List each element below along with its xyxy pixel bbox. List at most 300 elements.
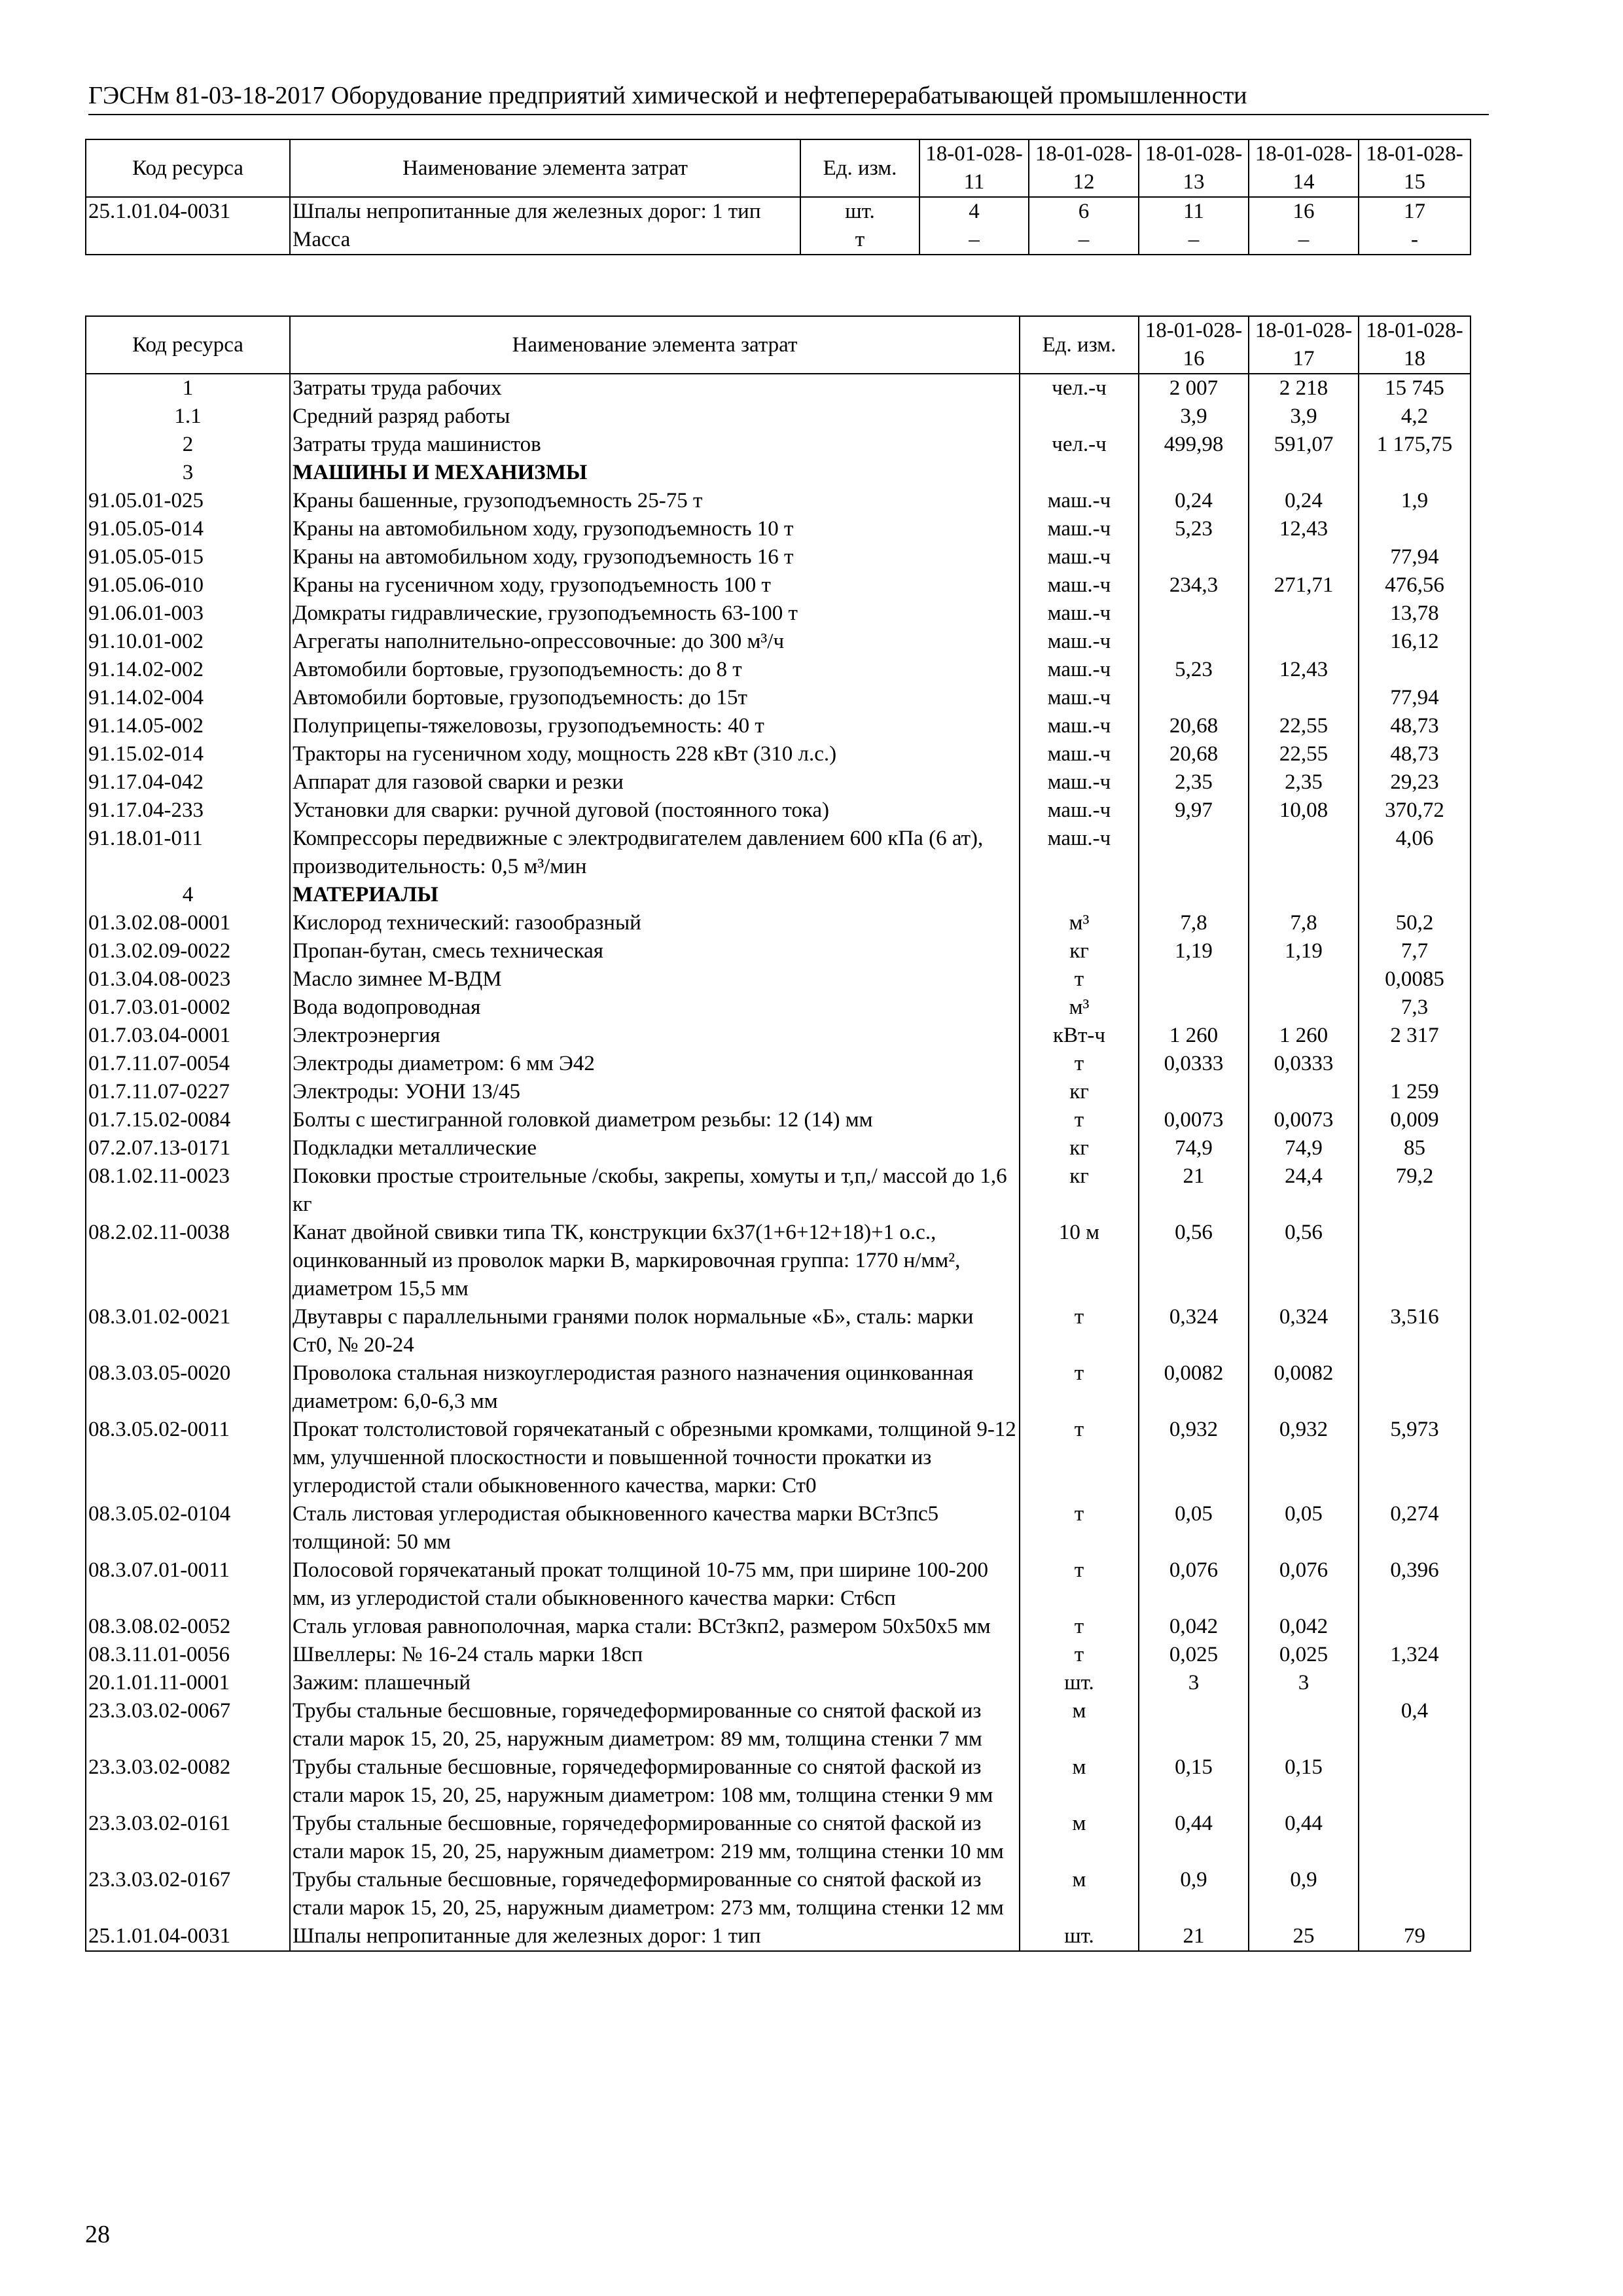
unit-cell: маш.-ч [1020,712,1139,740]
value-cell: 4,2 [1359,403,1471,431]
resource-name: Двутавры с параллельными гранями полок нормальные «Б», сталь: марки Ст0, № 20-24 [290,1303,1020,1359]
value-cell: 0,9 [1139,1866,1249,1922]
resource-code: 01.7.15.02-0084 [86,1106,290,1134]
unit-cell: маш.-ч [1020,768,1139,797]
resource-name: Подкладки металлические [290,1134,1020,1162]
resource-code: 08.3.05.02-0011 [86,1416,290,1500]
resource-code: 07.2.07.13-0171 [86,1134,290,1162]
resource-name: Домкраты гидравлические, грузоподъемность 63-100 т [290,600,1020,628]
resource-name: МАШИНЫ И МЕХАНИЗМЫ [290,459,1020,487]
resource-name: Шпалы непропитанные для железных дорог: 1 тип [290,1922,1020,1951]
unit-cell: маш.-ч [1020,515,1139,543]
col-header-code: Код ресурса [86,139,290,197]
value-cell: 0,56 [1139,1219,1249,1303]
resource-code: 91.18.01-011 [86,825,290,881]
resource-code: 1 [86,374,290,403]
resource-name: Электроды диаметром: 6 мм Э42 [290,1050,1020,1078]
resource-name: Зажим: плашечный [290,1669,1020,1697]
value-cell [1249,965,1359,994]
unit-cell: т [1020,1359,1139,1416]
value-cell: 5,23 [1139,515,1249,543]
value-cell: 1 259 [1359,1078,1471,1106]
resource-name: Электроэнергия [290,1022,1020,1050]
value-cell [1139,881,1249,909]
resource-code: 25.1.01.04-0031 [86,1922,290,1951]
resource-code: 1.1 [86,403,290,431]
unit-cell: т [1020,1050,1139,1078]
value-cell [1359,656,1471,684]
value-cell: 0,9 [1249,1866,1359,1922]
value-cell: 0,274 [1359,1500,1471,1556]
resource-name: Агрегаты наполнительно-опрессовочные: до 300 м³/ч [290,628,1020,656]
resource-name: МАТЕРИАЛЫ [290,881,1020,909]
unit-cell [1020,459,1139,487]
resource-code: 91.10.01-002 [86,628,290,656]
resource-name: Компрессоры передвижные с электродвигателем давлением 600 кПа (6 ат), производительность: 0,5 м³/мин [290,825,1020,881]
value-cell [1139,965,1249,994]
resource-code: 91.17.04-233 [86,797,290,825]
unit-cell: т [800,226,919,255]
table-row [86,1500,1471,1556]
table-row [86,1416,1471,1500]
value-cell: 74,9 [1249,1134,1359,1162]
resource-code: 23.3.03.02-0161 [86,1810,290,1866]
value-cell: 476,56 [1359,571,1471,600]
value-cell: 0,0082 [1139,1359,1249,1416]
table-row [86,459,1471,487]
value-cell: 16 [1249,197,1359,226]
unit-cell: т [1020,1106,1139,1134]
table-row [86,656,1471,684]
value-cell: 3 [1139,1669,1249,1697]
value-cell: 0,44 [1139,1810,1249,1866]
value-cell: 15 745 [1359,374,1471,403]
col-header-norm: 18-01-028-16 [1139,316,1249,374]
table-row [86,1078,1471,1106]
value-cell: 7,7 [1359,937,1471,965]
value-cell: 0,042 [1249,1613,1359,1641]
value-cell: 7,8 [1139,909,1249,937]
resource-code: 08.3.07.01-0011 [86,1556,290,1613]
table-row [86,1303,1471,1359]
table-row [86,740,1471,768]
resource-code: 91.15.02-014 [86,740,290,768]
resource-name: Трубы стальные бесшовные, горячедеформированные со снятой фаской из стали марок 15, 20, 25, наружным диаметром: 89 мм, толщина стенки 7 мм [290,1697,1020,1753]
unit-cell [1020,403,1139,431]
value-cell [1249,1078,1359,1106]
value-cell: 0,15 [1139,1753,1249,1810]
resource-code: 91.05.01-025 [86,487,290,515]
value-cell: 0,025 [1139,1641,1249,1669]
resource-table-1 [85,139,1471,255]
col-header-norm: 18-01-028-15 [1359,139,1471,197]
resource-code: 08.3.05.02-0104 [86,1500,290,1556]
value-cell: 0,24 [1139,487,1249,515]
value-cell: 2 218 [1249,374,1359,403]
resource-code: 25.1.01.04-0031 [86,197,290,226]
col-header-norm: 18-01-028-11 [919,139,1029,197]
table-row [86,1613,1471,1641]
unit-cell: т [1020,1641,1139,1669]
value-cell [1249,1697,1359,1753]
value-cell [1139,628,1249,656]
value-cell: 0,05 [1249,1500,1359,1556]
resource-name: Канат двойной свивки типа ТК, конструкции 6х37(1+6+12+18)+1 о.с., оцинкованный из проволок марки В, маркировочная группа: 1770 н/мм², диаметром 15,5 мм [290,1219,1020,1303]
resource-code: 08.2.02.11-0038 [86,1219,290,1303]
resource-name: Масса [290,226,800,255]
value-cell: 0,009 [1359,1106,1471,1134]
table-row [86,1106,1471,1134]
value-cell: 22,55 [1249,740,1359,768]
unit-cell: т [1020,1500,1139,1556]
resource-code: 91.05.05-015 [86,543,290,571]
value-cell [1359,515,1471,543]
table-row [86,768,1471,797]
table-row [86,1134,1471,1162]
value-cell: 22,55 [1249,712,1359,740]
resource-code: 91.14.02-004 [86,684,290,712]
unit-cell: кг [1020,1162,1139,1219]
value-cell [1249,459,1359,487]
page-number: 28 [85,2221,110,2248]
table-row [86,1866,1471,1922]
value-cell: - [1359,226,1471,255]
value-cell: 1 175,75 [1359,431,1471,459]
value-cell [1139,600,1249,628]
unit-cell: шт. [1020,1669,1139,1697]
value-cell: 0,025 [1249,1641,1359,1669]
resource-code: 23.3.03.02-0167 [86,1866,290,1922]
resource-name: Установки для сварки: ручной дуговой (постоянного тока) [290,797,1020,825]
table-row [86,797,1471,825]
unit-cell: маш.-ч [1020,825,1139,881]
table-row [86,197,1471,226]
resource-name: Сталь угловая равнополочная, марка стали: ВСт3кп2, размером 50х50х5 мм [290,1613,1020,1641]
col-header-norm: 18-01-028-17 [1249,316,1359,374]
table-row [86,374,1471,403]
table-row [86,1753,1471,1810]
col-header-norm: 18-01-028-14 [1249,139,1359,197]
unit-cell: маш.-ч [1020,600,1139,628]
value-cell: 50,2 [1359,909,1471,937]
resource-code: 08.3.08.02-0052 [86,1613,290,1641]
value-cell: 13,78 [1359,600,1471,628]
resource-name: Затраты труда машинистов [290,431,1020,459]
value-cell: 0,0333 [1249,1050,1359,1078]
col-header-unit: Ед. изм. [1020,316,1139,374]
resource-name: Поковки простые строительные /скобы, закрепы, хомуты и т,п,/ массой до 1,6 кг [290,1162,1020,1219]
unit-cell: т [1020,965,1139,994]
value-cell: 591,07 [1249,431,1359,459]
value-cell: – [1029,226,1139,255]
value-cell: 0,396 [1359,1556,1471,1613]
unit-cell: маш.-ч [1020,571,1139,600]
value-cell: 0,0082 [1249,1359,1359,1416]
resource-name: Масло зимнее М-ВДМ [290,965,1020,994]
value-cell: 17 [1359,197,1471,226]
unit-cell: маш.-ч [1020,740,1139,768]
value-cell: 21 [1139,1922,1249,1951]
value-cell: 2,35 [1249,768,1359,797]
col-header-name: Наименование элемента затрат [290,316,1020,374]
value-cell [1139,684,1249,712]
value-cell [1359,1753,1471,1810]
resource-name: Электроды: УОНИ 13/45 [290,1078,1020,1106]
unit-cell: маш.-ч [1020,487,1139,515]
unit-cell: м [1020,1866,1139,1922]
value-cell: 2,35 [1139,768,1249,797]
value-cell: 74,9 [1139,1134,1249,1162]
table-row [86,1022,1471,1050]
resource-code: 91.06.01-003 [86,600,290,628]
value-cell: 0,932 [1139,1416,1249,1500]
resource-code: 08.3.03.05-0020 [86,1359,290,1416]
value-cell: 77,94 [1359,684,1471,712]
value-cell: 370,72 [1359,797,1471,825]
value-cell: 0,4 [1359,1697,1471,1753]
table-row [86,965,1471,994]
value-cell: – [919,226,1029,255]
resource-name: Полосовой горячекатаный прокат толщиной 10-75 мм, при ширине 100-200 мм, из углеродистой стали обыкновенного качества марки: Ст6сп [290,1556,1020,1613]
value-cell: 1,19 [1249,937,1359,965]
resource-name: Краны на автомобильном ходу, грузоподъемность 16 т [290,543,1020,571]
value-cell: 4,06 [1359,825,1471,881]
resource-code: 08.3.11.01-0056 [86,1641,290,1669]
value-cell: – [1139,226,1249,255]
table-row [86,684,1471,712]
unit-cell: маш.-ч [1020,797,1139,825]
value-cell: 0,076 [1249,1556,1359,1613]
value-cell: 48,73 [1359,740,1471,768]
value-cell: 0,932 [1249,1416,1359,1500]
value-cell: 0,324 [1139,1303,1249,1359]
table-row [86,909,1471,937]
value-cell: 1,9 [1359,487,1471,515]
value-cell: 0,24 [1249,487,1359,515]
table-row [86,1050,1471,1078]
resource-name: Трубы стальные бесшовные, горячедеформированные со снятой фаской из стали марок 15, 20, 25, наружным диаметром: 108 мм, толщина стенки 9 мм [290,1753,1020,1810]
resource-code: 01.7.11.07-0227 [86,1078,290,1106]
value-cell: 2 007 [1139,374,1249,403]
value-cell [1249,881,1359,909]
resource-name: Средний разряд работы [290,403,1020,431]
value-cell: 25 [1249,1922,1359,1951]
value-cell: 7,8 [1249,909,1359,937]
value-cell: 20,68 [1139,740,1249,768]
value-cell: 85 [1359,1134,1471,1162]
unit-cell: маш.-ч [1020,684,1139,712]
value-cell [1359,1669,1471,1697]
value-cell [1249,684,1359,712]
resource-name: Пропан-бутан, смесь техническая [290,937,1020,965]
table-row [86,600,1471,628]
value-cell: 0,0085 [1359,965,1471,994]
value-cell: 6 [1029,197,1139,226]
value-cell: 12,43 [1249,515,1359,543]
value-cell: 0,44 [1249,1810,1359,1866]
table-row [86,1922,1471,1951]
unit-cell: чел.-ч [1020,431,1139,459]
resource-code: 91.05.05-014 [86,515,290,543]
resource-code: 01.7.03.01-0002 [86,994,290,1022]
value-cell: 4 [919,197,1029,226]
value-cell [1359,881,1471,909]
value-cell: 3 [1249,1669,1359,1697]
resource-name: Прокат толстолистовой горячекатаный с обрезными кромками, толщиной 9-12 мм, улучшенной плоскостности и повышенной точности прокатки из углеродистой стали обыкновенного качества, марки: Ст0 [290,1416,1020,1500]
resource-name: Трубы стальные бесшовные, горячедеформированные со снятой фаской из стали марок 15, 20, 25, наружным диаметром: 219 мм, толщина стенки 10 мм [290,1810,1020,1866]
resource-name: Болты с шестигранной головкой диаметром резьбы: 12 (14) мм [290,1106,1020,1134]
table-row [86,487,1471,515]
value-cell [1139,1697,1249,1753]
table-row [86,825,1471,881]
value-cell [1139,825,1249,881]
resource-code: 91.14.05-002 [86,712,290,740]
table-row [86,1219,1471,1303]
value-cell [1359,1810,1471,1866]
value-cell: 3,9 [1139,403,1249,431]
resource-name: Тракторы на гусеничном ходу, мощность 228 кВт (310 л.с.) [290,740,1020,768]
value-cell: 48,73 [1359,712,1471,740]
resource-name: Шпалы непропитанные для железных дорог: 1 тип [290,197,800,226]
unit-cell: кВт-ч [1020,1022,1139,1050]
resource-name: Кислород технический: газообразный [290,909,1020,937]
resource-name: Вода водопроводная [290,994,1020,1022]
resource-code: 91.05.06-010 [86,571,290,600]
unit-cell: маш.-ч [1020,628,1139,656]
value-cell: 1 260 [1139,1022,1249,1050]
value-cell [1139,543,1249,571]
resource-code [86,226,290,255]
unit-cell: маш.-ч [1020,543,1139,571]
value-cell [1249,600,1359,628]
unit-cell [1020,881,1139,909]
value-cell: 1,324 [1359,1641,1471,1669]
resource-code: 91.17.04-042 [86,768,290,797]
resource-code: 20.1.01.11-0001 [86,1669,290,1697]
table-row [86,881,1471,909]
resource-code: 01.3.04.08-0023 [86,965,290,994]
value-cell: 24,4 [1249,1162,1359,1219]
value-cell [1359,1050,1471,1078]
table-row [86,1810,1471,1866]
value-cell: 0,324 [1249,1303,1359,1359]
unit-cell: шт. [1020,1922,1139,1951]
table-row [86,1162,1471,1219]
value-cell: 20,68 [1139,712,1249,740]
value-cell [1359,1219,1471,1303]
value-cell: 0,076 [1139,1556,1249,1613]
resource-code: 01.3.02.09-0022 [86,937,290,965]
col-header-code: Код ресурса [86,316,290,374]
unit-cell: т [1020,1303,1139,1359]
resource-name: Краны на гусеничном ходу, грузоподъемность 100 т [290,571,1020,600]
table-row [86,937,1471,965]
resource-name: Краны на автомобильном ходу, грузоподъемность 10 т [290,515,1020,543]
value-cell [1139,1078,1249,1106]
resource-name: Аппарат для газовой сварки и резки [290,768,1020,797]
value-cell [1249,825,1359,881]
value-cell: 499,98 [1139,431,1249,459]
unit-cell: м [1020,1753,1139,1810]
unit-cell: 10 м [1020,1219,1139,1303]
resource-name: Автомобили бортовые, грузоподъемность: до 8 т [290,656,1020,684]
value-cell: 21 [1139,1162,1249,1219]
resource-code: 91.14.02-002 [86,656,290,684]
value-cell [1359,1613,1471,1641]
table-row [86,226,1471,255]
resource-table-2 [85,315,1471,1952]
value-cell: 16,12 [1359,628,1471,656]
resource-code: 01.7.03.04-0001 [86,1022,290,1050]
resource-name: Краны башенные, грузоподъемность 25-75 т [290,487,1020,515]
resource-code: 23.3.03.02-0067 [86,1697,290,1753]
unit-cell: м³ [1020,994,1139,1022]
value-cell: 0,0333 [1139,1050,1249,1078]
value-cell: 7,3 [1359,994,1471,1022]
table-row [86,1641,1471,1669]
table-row [86,628,1471,656]
resource-code: 23.3.03.02-0082 [86,1753,290,1810]
table-row [86,1669,1471,1697]
resource-code: 2 [86,431,290,459]
unit-cell: т [1020,1416,1139,1500]
resource-code: 01.3.02.08-0001 [86,909,290,937]
value-cell: 0,56 [1249,1219,1359,1303]
value-cell: 12,43 [1249,656,1359,684]
resource-name: Затраты труда рабочих [290,374,1020,403]
value-cell: 2 317 [1359,1022,1471,1050]
unit-cell: шт. [800,197,919,226]
table-row [86,403,1471,431]
value-cell [1359,459,1471,487]
value-cell: 3,9 [1249,403,1359,431]
value-cell [1249,543,1359,571]
resource-name: Сталь листовая углеродистая обыкновенного качества марки ВСт3пс5 толщиной: 50 мм [290,1500,1020,1556]
value-cell: 1 260 [1249,1022,1359,1050]
value-cell: 79 [1359,1922,1471,1951]
value-cell: 10,08 [1249,797,1359,825]
value-cell: 0,05 [1139,1500,1249,1556]
unit-cell: т [1020,1613,1139,1641]
value-cell: 0,15 [1249,1753,1359,1810]
resource-code: 01.7.11.07-0054 [86,1050,290,1078]
unit-cell: м³ [1020,909,1139,937]
resource-name: Проволока стальная низкоуглеродистая разного назначения оцинкованная диаметром: 6,0-6,3 мм [290,1359,1020,1416]
value-cell [1139,994,1249,1022]
unit-cell: кг [1020,937,1139,965]
table-row [86,571,1471,600]
col-header-norm: 18-01-028-12 [1029,139,1139,197]
value-cell: 11 [1139,197,1249,226]
resource-code: 3 [86,459,290,487]
unit-cell: чел.-ч [1020,374,1139,403]
table-row [86,431,1471,459]
table-row [86,994,1471,1022]
value-cell: 271,71 [1249,571,1359,600]
resource-name: Полуприцепы-тяжеловозы, грузоподъемность: 40 т [290,712,1020,740]
value-cell: 0,042 [1139,1613,1249,1641]
value-cell: 234,3 [1139,571,1249,600]
value-cell [1359,1866,1471,1922]
page-header: ГЭСНм 81-03-18-2017 Оборудование предприятий химической и нефтеперерабатывающей промышленности [88,77,1489,115]
resource-code: 4 [86,881,290,909]
value-cell: 29,23 [1359,768,1471,797]
resource-name: Автомобили бортовые, грузоподъемность: до 15т [290,684,1020,712]
col-header-unit: Ед. изм. [800,139,919,197]
table-row [86,1697,1471,1753]
value-cell [1359,1359,1471,1416]
resource-name: Швеллеры: № 16-24 сталь марки 18сп [290,1641,1020,1669]
